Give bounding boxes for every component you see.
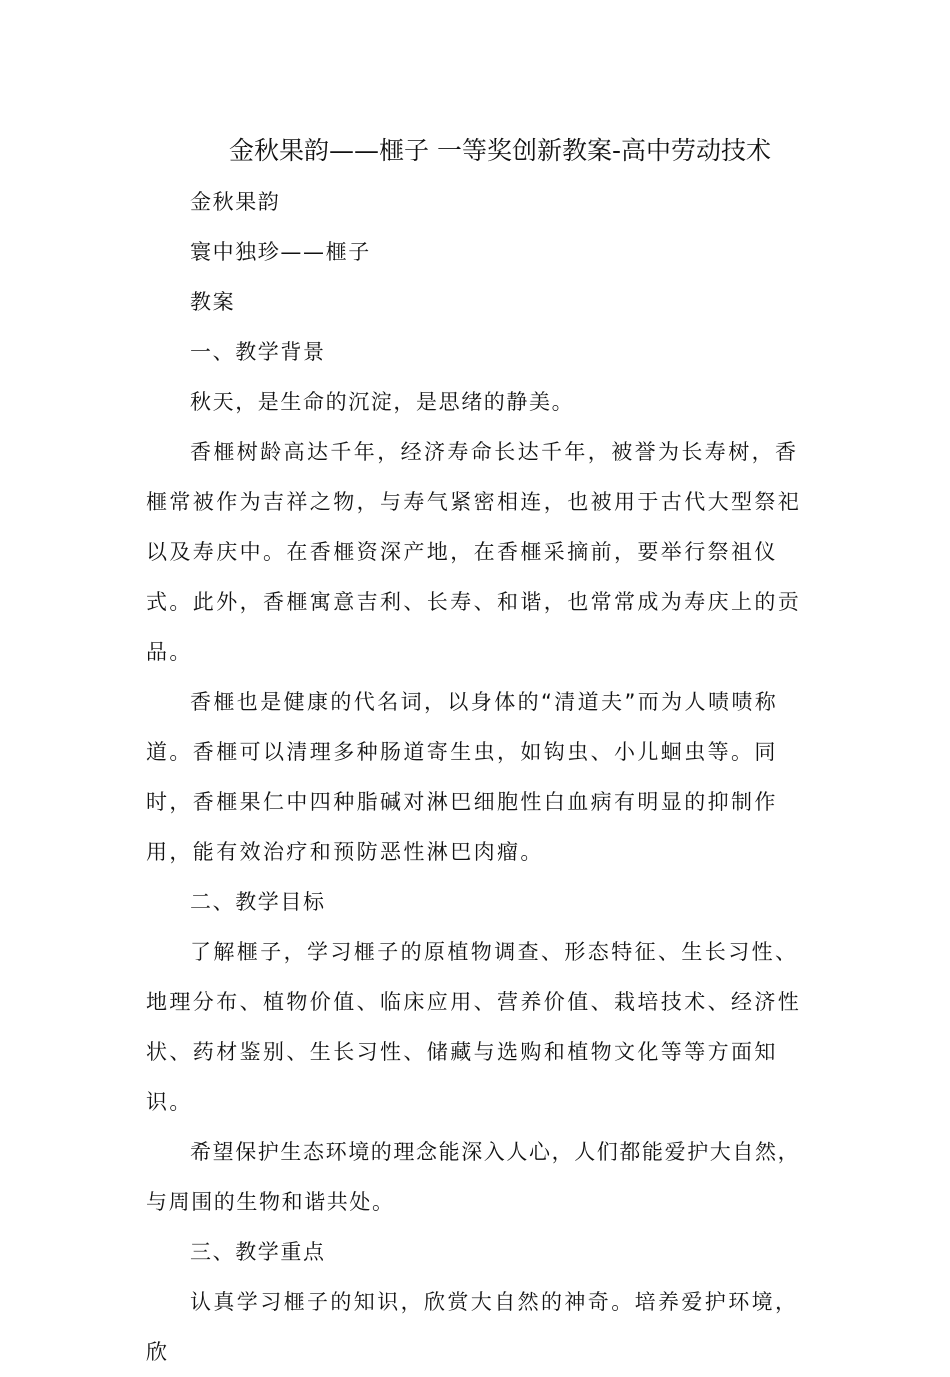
heading-lesson-plan: 教案 — [190, 290, 236, 314]
section-heading-objectives: 二、教学目标 — [190, 890, 326, 914]
paragraph-key-points: 认真学习榧子的知识，欣赏大自然的神奇。培养爱护环境，欣 — [146, 1290, 799, 1364]
paragraph-environment: 希望保护生态环境的理念能深入人心，人们都能爱护大自然，与周围的生物和谐共处。 — [146, 1140, 801, 1214]
section-heading-background: 一、教学背景 — [190, 340, 326, 364]
section-heading-key-points: 三、教学重点 — [190, 1240, 326, 1264]
heading-golden-autumn: 金秋果韵 — [190, 190, 281, 214]
paragraph-health: 香榧也是健康的代名词，以身体的“清道夫”而为人啧啧称道。香榧可以清理多种肠道寄生虫，如钩虫、小儿蛔虫等。同时，香榧果仁中四种脂碱对淋巴细胞性白血病有明显的抑制作用，能有效治疗和预防恶性淋巴肉瘤。 — [146, 690, 779, 864]
paragraph-autumn: 秋天，是生命的沉淀，是思绪的静美。 — [190, 390, 575, 414]
paragraph-objectives: 了解榧子，学习榧子的原植物调查、形态特征、生长习性、地理分布、植物价值、临床应用、营养价值、栽培技术、经济性状、药材鉴别、生长习性、储藏与选购和植物文化等等方面知识。 — [146, 940, 802, 1114]
heading-treasure: 寰中独珍——榧子 — [190, 240, 371, 264]
paragraph-longevity: 香榧树龄高达千年，经济寿命长达千年，被誉为长寿树，香榧常被作为吉祥之物，与寿气紧密相连，也被用于古代大型祭祀以及寿庆中。在香榧资深产地，在香榧采摘前，要举行祭祖仪式。此外，香榧寓意吉利、长寿、和谐，也常常成为寿庆上的贡品。 — [146, 440, 802, 664]
document-title: 金秋果韵——榧子 一等奖创新教案-高中劳动技术 — [229, 136, 771, 165]
document-body — [146, 177, 810, 1377]
